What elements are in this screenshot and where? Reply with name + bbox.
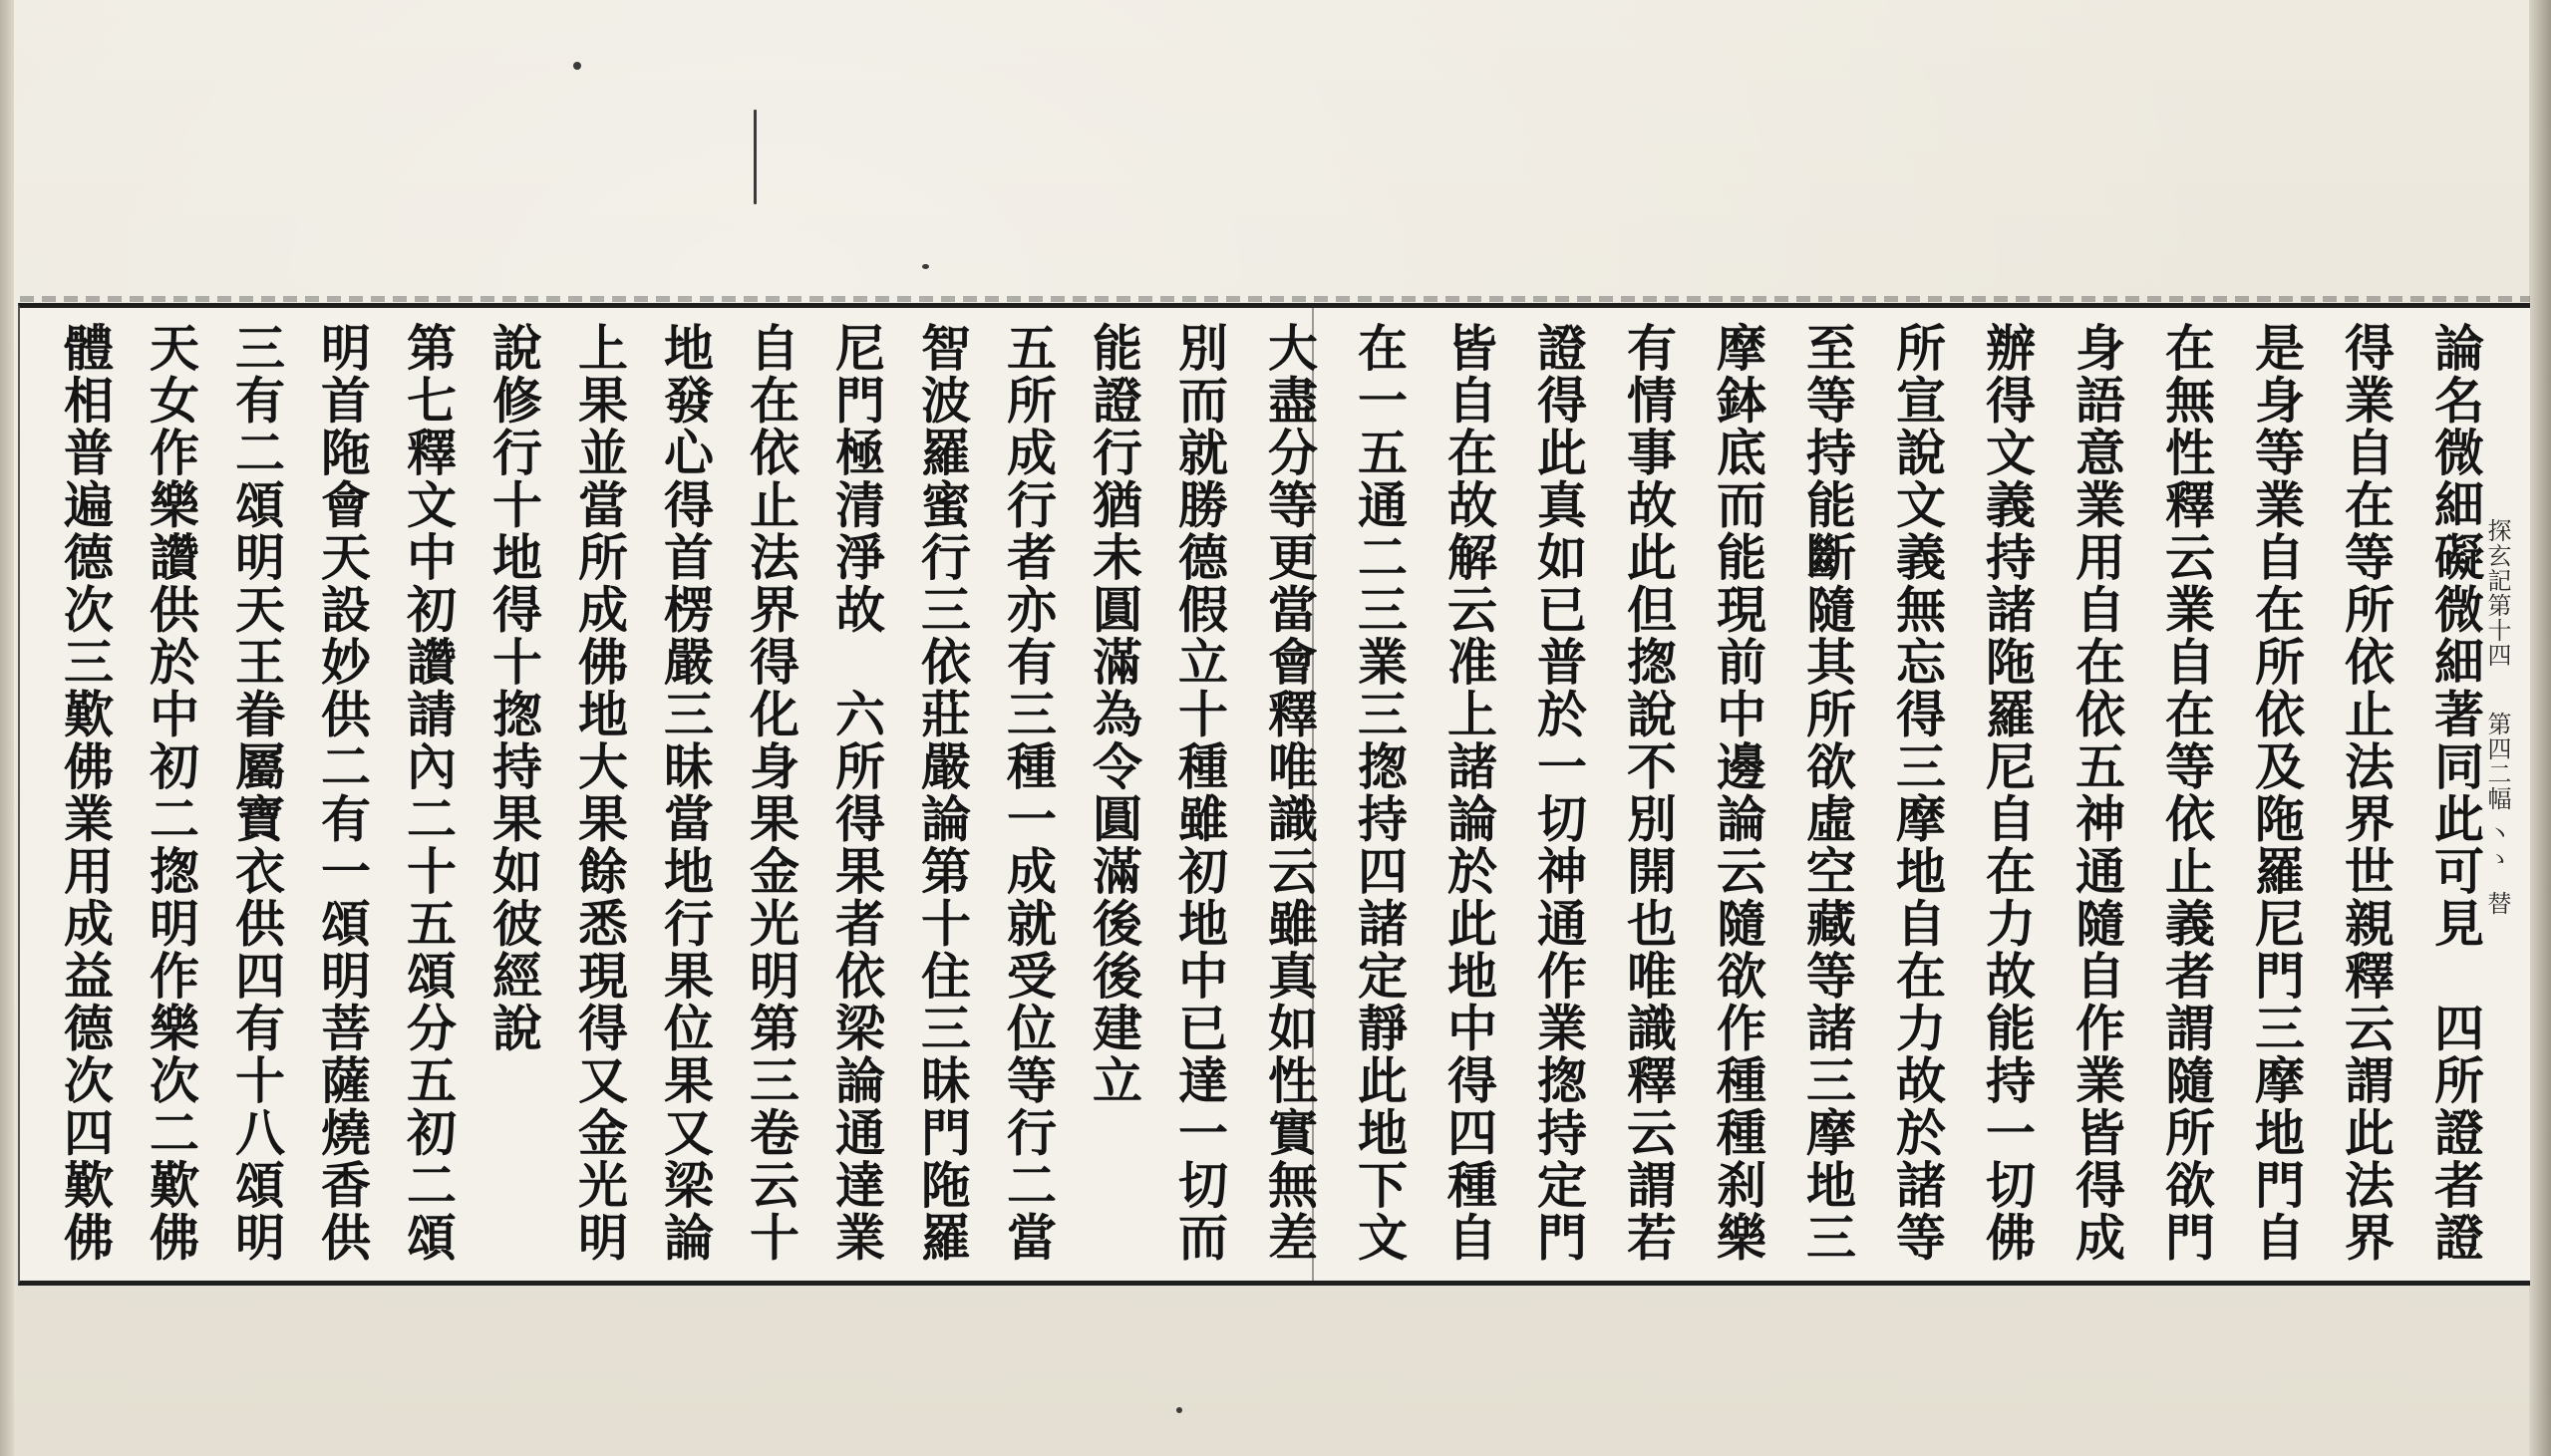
text-column: 大盡分等更當會釋唯識云雖真如性實無差 bbox=[1260, 322, 1319, 1264]
text-column: 尼門極清淨故 六所得果者依梁論通達業 bbox=[827, 322, 886, 1264]
text-column: 智波羅蜜行三依莊嚴論第十住三昧門陁羅 bbox=[913, 322, 972, 1264]
text-column: 得業自在等所依止法界世親釋云謂此法界 bbox=[2337, 322, 2395, 1264]
text-column: 摩鉢底而能現前中邊論云隨欲作種種刹樂 bbox=[1709, 322, 1767, 1264]
left-page-edge bbox=[0, 0, 14, 1456]
text-columns bbox=[44, 322, 2500, 1269]
ink-speck bbox=[922, 264, 929, 269]
text-column: 能證行猶未圓滿為令圓滿後後建立 bbox=[1085, 322, 1143, 1107]
text-column: 有情事故此但揔說不別開也唯識釋云謂若 bbox=[1619, 322, 1678, 1264]
text-column: 證得此真如已普於一切神通作業揔持定門 bbox=[1529, 322, 1588, 1264]
text-column: 所宣說文義無忘得三摩地自在力故於諸等 bbox=[1888, 322, 1947, 1264]
text-column: 在一五通二三業三揔持四諸定靜此地下文 bbox=[1350, 322, 1409, 1264]
text-column: 五所成行者亦有三種一成就受位等行二當 bbox=[999, 322, 1058, 1264]
text-column: 說修行十地得十揔持果如彼經說 bbox=[484, 322, 543, 1054]
ink-speck bbox=[1176, 1407, 1182, 1413]
text-column: 第七釋文中初讚請內二十五頌分五初二頌 bbox=[399, 322, 458, 1264]
margin-header bbox=[2480, 518, 2515, 916]
text-column: 三有二頌明天王眷屬寶衣供四有十八頌明 bbox=[227, 322, 286, 1264]
text-column: 別而就勝德假立十種雖初地中已達一切而 bbox=[1170, 322, 1229, 1264]
text-column: 明首陁會天設妙供二有一頌明菩薩燒香供 bbox=[313, 322, 372, 1264]
text-column: 皆自在故解云准上諸論於此地中得四種自 bbox=[1439, 322, 1498, 1264]
ink-speck bbox=[573, 62, 581, 70]
section-label: 第四二幅 bbox=[2483, 712, 2511, 811]
text-column: 在無性釋云業自在等依止義者謂隨所欲門 bbox=[2157, 322, 2216, 1264]
text-column: 是身等業自在所依及陁羅尼門三摩地門自 bbox=[2247, 322, 2306, 1264]
text-column: 論名微細礙微細著同此可見 四所證者證 bbox=[2426, 322, 2485, 1264]
text-column: 天女作樂讚供於中初二揔明作樂次二歎佛 bbox=[142, 322, 200, 1264]
text-column: 地發心得首楞嚴三昧當地行果位果又梁論 bbox=[656, 322, 715, 1264]
print-block bbox=[18, 303, 2530, 1286]
text-column: 至等持能斷隨其所欲虛空藏等諸三摩地三 bbox=[1798, 322, 1857, 1264]
text-column: 體相普遍德次三歎佛業用成益德次四歎佛 bbox=[56, 322, 115, 1264]
right-page-edge bbox=[2529, 0, 2551, 1456]
ink-speck bbox=[754, 110, 757, 204]
volume-title: 探玄記第十四 bbox=[2483, 518, 2511, 668]
leaf-marker: 丶ゝ bbox=[2483, 821, 2511, 871]
text-column: 自在依止法界得化身果金光明第三卷云十 bbox=[742, 322, 800, 1264]
carver-mark: 替 bbox=[2483, 891, 2511, 916]
text-column: 上果並當所成佛地大果餘悉現得又金光明 bbox=[570, 322, 629, 1264]
text-column: 辦得文義持諸陁羅尼自在力故能持一切佛 bbox=[1978, 322, 2037, 1264]
text-column: 身語意業用自在依五神通隨自作業皆得成 bbox=[2068, 322, 2126, 1264]
